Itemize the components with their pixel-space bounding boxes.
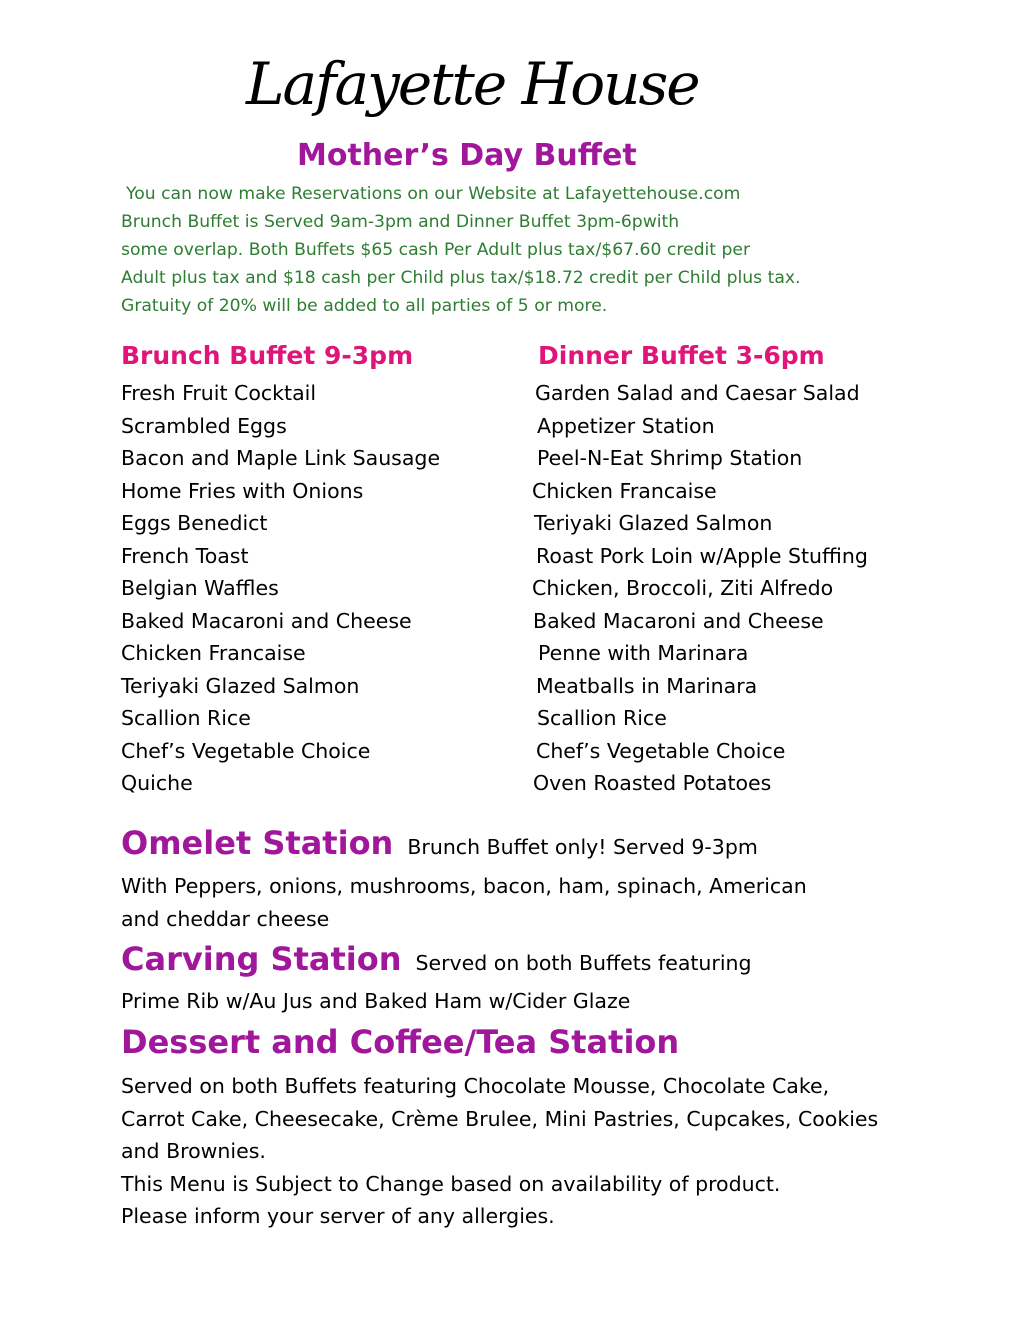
dinner-item: Chicken Francaise: [532, 478, 717, 503]
brunch-item: French Toast: [121, 543, 249, 568]
brunch-item: Chef’s Vegetable Choice: [121, 738, 371, 763]
brunch-item: Bacon and Maple Link Sausage: [121, 446, 441, 470]
brunch-item: Eggs Benedict: [121, 511, 268, 535]
dessert-station-title: Dessert and Coffee/Tea Station: [121, 1023, 680, 1061]
brunch-heading: Brunch Buffet 9-3pm: [121, 341, 414, 370]
brunch-item: Belgian Waffles: [121, 576, 279, 600]
intro-line: Adult plus tax and $18 cash per Child plus tax/$18.72 credit per Child plus tax.: [121, 268, 801, 288]
omelet-line: With Peppers, onions, mushrooms, bacon, ham, spinach, American: [121, 874, 807, 898]
dinner-item: Meatballs in Marinara: [536, 673, 758, 698]
brunch-item: Quiche: [121, 771, 193, 795]
intro-line: Brunch Buffet is Served 9am-3pm and Dinner Buffet 3pm-6pwith: [121, 212, 680, 232]
brunch-item: Chicken Francaise: [121, 641, 306, 665]
omelet-station-details: [121, 870, 807, 935]
dinner-item: Appetizer Station: [537, 413, 715, 438]
intro-line: some overlap. Both Buffets $65 cash Per Adult plus tax/$67.60 credit per: [121, 240, 751, 260]
page-subtitle: Mother’s Day Buffet: [297, 138, 637, 173]
brunch-menu-list: [121, 377, 521, 800]
brunch-item: Teriyaki Glazed Salmon: [121, 673, 360, 698]
dessert-station-heading: [121, 1023, 679, 1061]
omelet-station-heading: [121, 824, 758, 862]
carving-line: Prime Rib w/Au Jus and Baked Ham w/Cider Glaze: [121, 989, 631, 1013]
omelet-line: and cheddar cheese: [121, 906, 330, 931]
dinner-item: Chef’s Vegetable Choice: [536, 738, 786, 763]
dessert-station-details: [121, 1070, 878, 1233]
menu-disclaimer: This Menu is Subject to Change based on availability of product.: [121, 1171, 781, 1196]
brunch-item: Baked Macaroni and Cheese: [121, 608, 412, 633]
omelet-station-note: Brunch Buffet only! Served 9-3pm: [407, 835, 758, 859]
dinner-item: Teriyaki Glazed Salmon: [534, 511, 773, 535]
brunch-item: Home Fries with Onions: [121, 478, 364, 503]
dinner-item: Penne with Marinara: [538, 641, 749, 665]
intro-line: Gratuity of 20% will be added to all parties of 5 or more.: [121, 296, 608, 316]
carving-station-title: Carving Station: [121, 940, 402, 978]
carving-station-details: [121, 985, 630, 1018]
omelet-station-title: Omelet Station: [121, 824, 394, 862]
dinner-item: Roast Pork Loin w/Apple Stuffing: [536, 543, 868, 568]
carving-station-note: Served on both Buffets featuring: [415, 951, 752, 975]
page-title: Lafayette House: [246, 50, 699, 118]
brunch-item: Fresh Fruit Cocktail: [121, 381, 317, 405]
dinner-item: Chicken, Broccoli, Ziti Alfredo: [532, 576, 834, 600]
dinner-heading: Dinner Buffet 3-6pm: [538, 341, 825, 370]
dinner-item: Oven Roasted Potatoes: [533, 771, 772, 795]
allergy-notice: Please inform your server of any allergies.: [121, 1204, 555, 1228]
dinner-item: Garden Salad and Caesar Salad: [535, 381, 860, 405]
dinner-menu-list: [532, 377, 992, 800]
brunch-item: Scallion Rice: [121, 706, 251, 730]
carving-station-heading: [121, 940, 752, 978]
dessert-line: Served on both Buffets featuring Chocolate Mousse, Chocolate Cake,: [121, 1074, 830, 1098]
dessert-line: Carrot Cake, Cheesecake, Crème Brulee, Mini Pastries, Cupcakes, Cookies: [121, 1106, 879, 1131]
brunch-item: Scrambled Eggs: [121, 413, 287, 438]
reservation-info: [121, 180, 801, 320]
dinner-item: Baked Macaroni and Cheese: [533, 608, 824, 633]
dinner-item: Scallion Rice: [537, 706, 667, 730]
dessert-line: and Brownies.: [121, 1139, 266, 1163]
dinner-item: Peel-N-Eat Shrimp Station: [537, 446, 803, 470]
intro-line: You can now make Reservations on our Website at Lafayettehouse.com: [126, 184, 741, 204]
